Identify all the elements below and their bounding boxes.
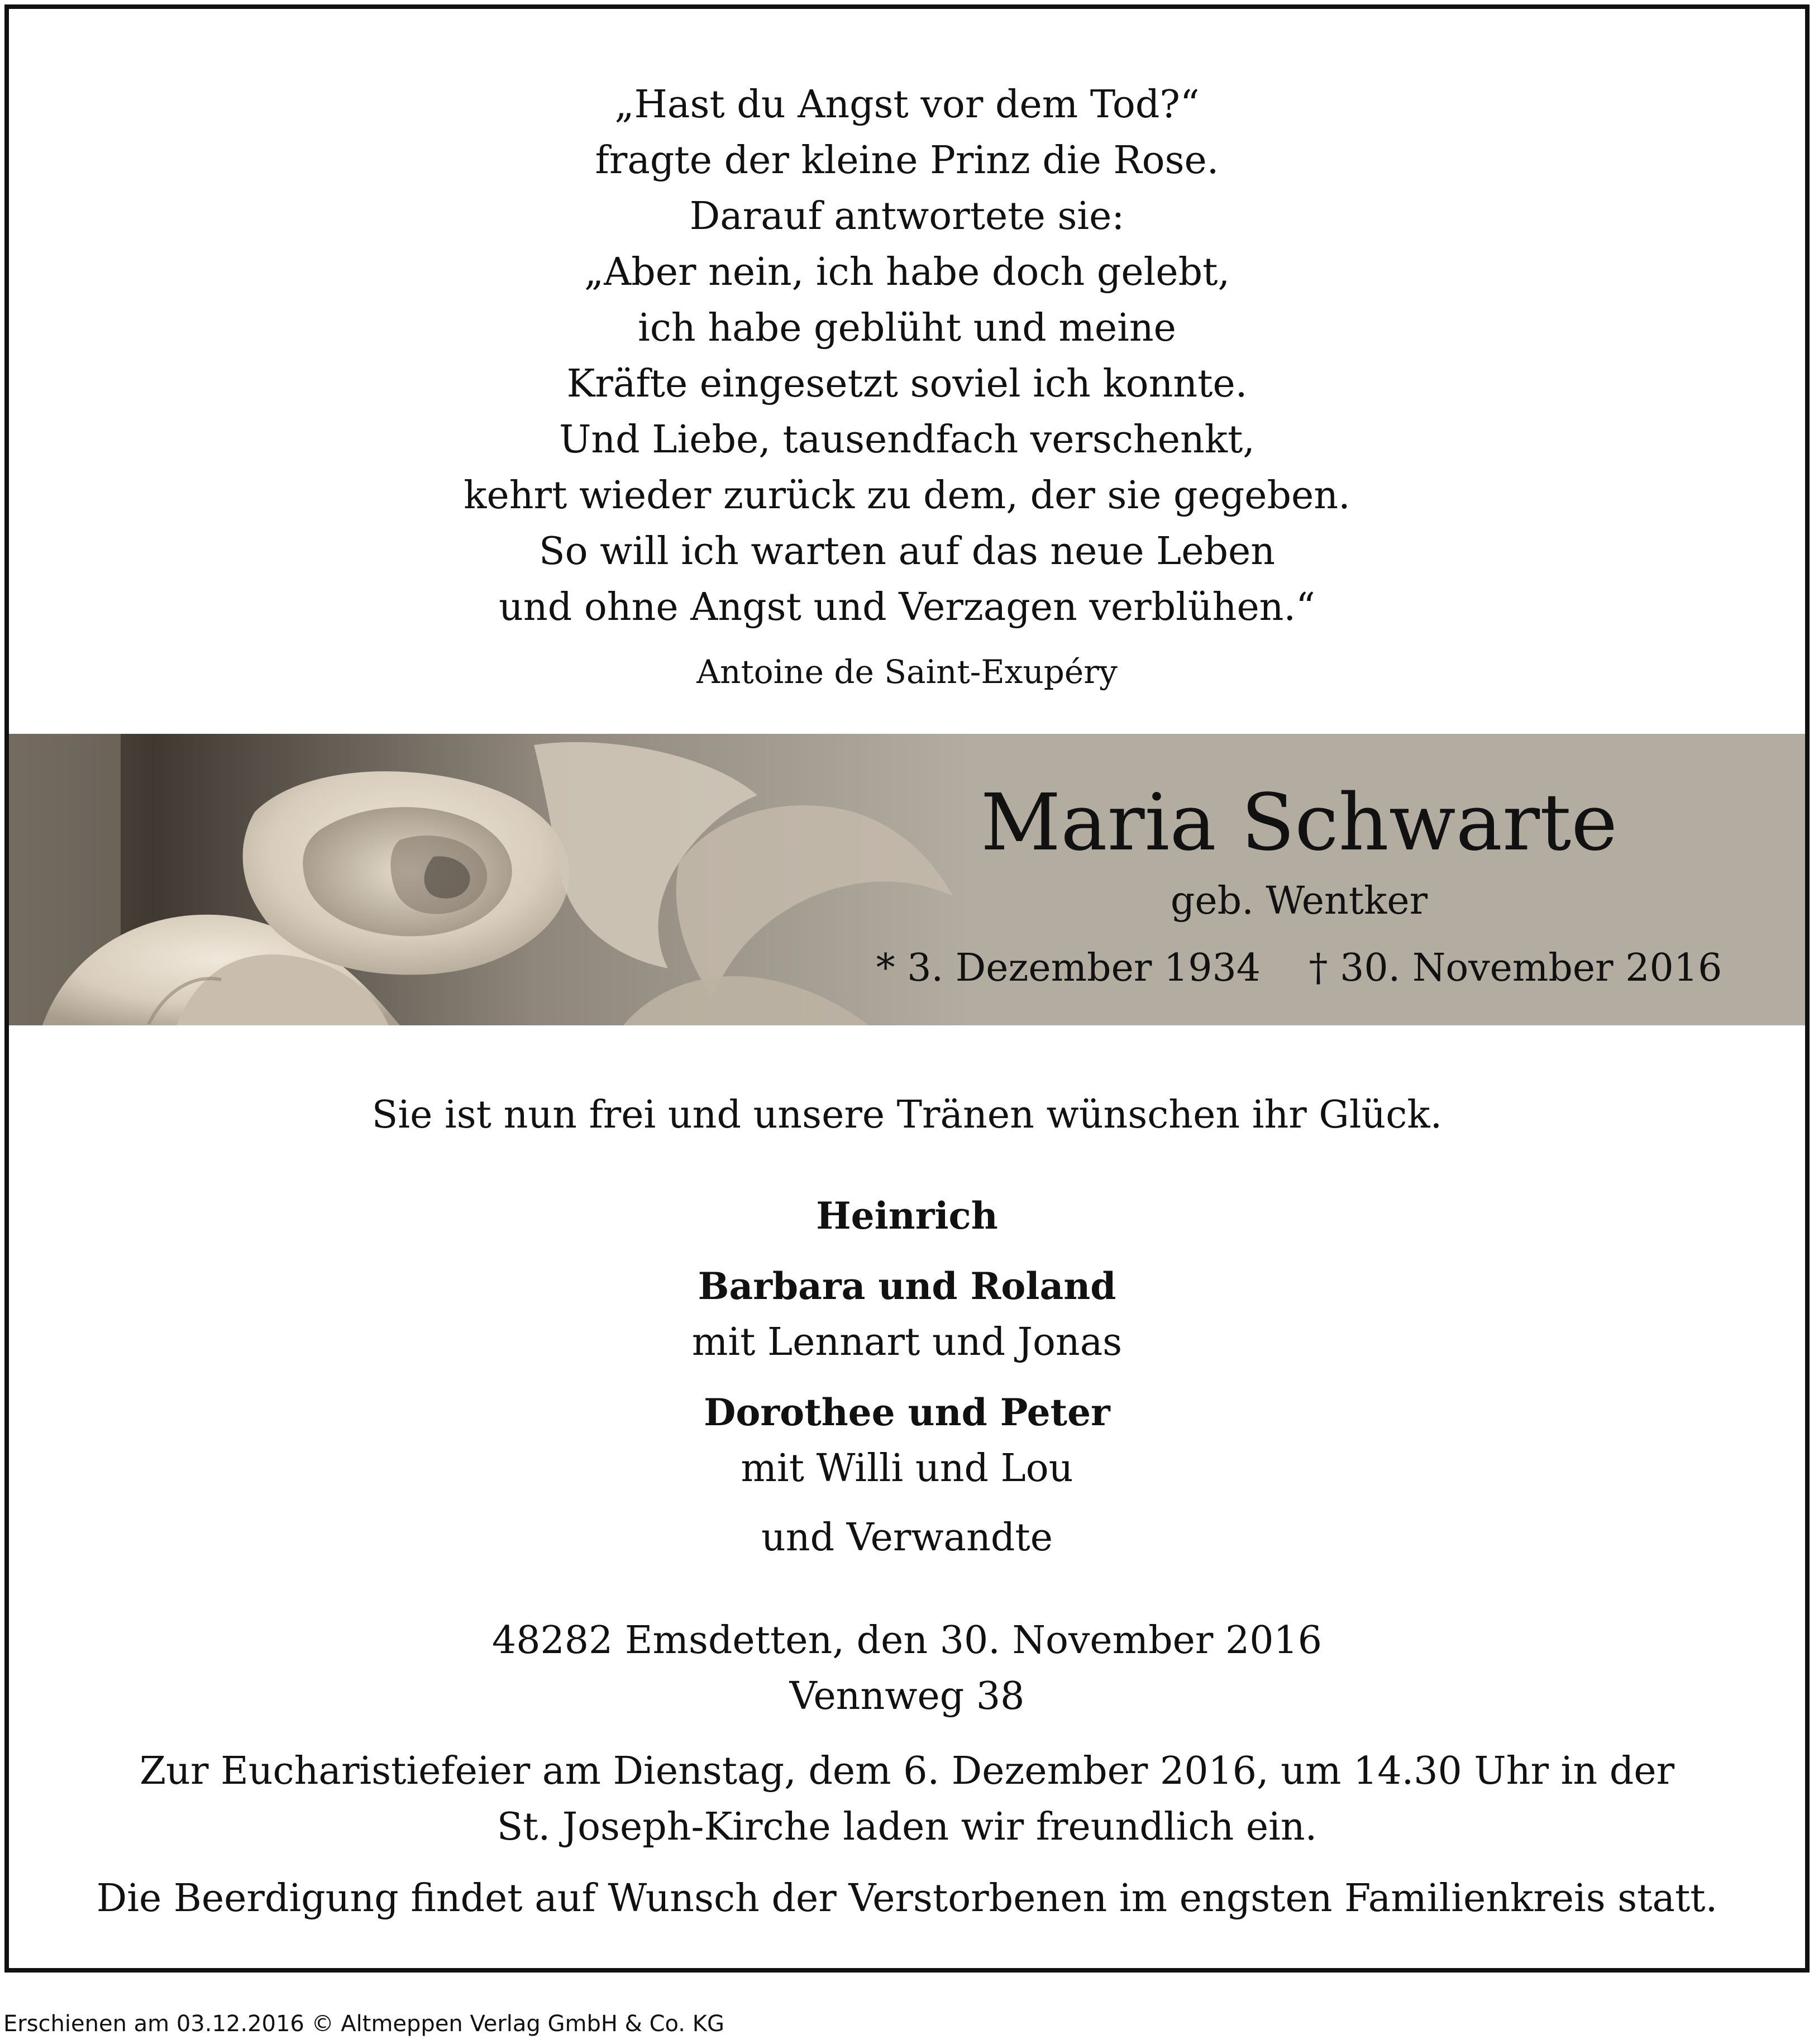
name-banner xyxy=(9,734,1805,1025)
service-line-1: Zur Eucharistiefeier am Dienstag, dem 6. Dezember 2016, um 14.30 Uhr in der xyxy=(139,1749,1675,1793)
quote-line: ich habe geblüht und meine xyxy=(638,306,1176,350)
mourner-dorothee-peter: Dorothee und Peter xyxy=(704,1391,1110,1434)
mourner-heinrich: Heinrich xyxy=(816,1194,998,1238)
maiden-name: geb. Wentker xyxy=(1170,879,1428,923)
publication-footer: Erschienen am 03.12.2016 © Altmeppen Verlag GmbH & Co. KG xyxy=(3,2011,724,2037)
quote-line: und ohne Angst und Verzagen verblühen.“ xyxy=(499,585,1315,629)
quote-line: fragte der kleine Prinz die Rose. xyxy=(595,139,1219,183)
message-line: Sie ist nun frei und unsere Tränen wünschen ihr Glück. xyxy=(371,1093,1443,1137)
quote-line: So will ich warten auf das neue Leben xyxy=(538,529,1276,574)
quote-line: Und Liebe, tausendfach verschenkt, xyxy=(559,418,1255,462)
deceased-name: Maria Schwarte xyxy=(980,777,1618,868)
service-line-2: St. Joseph-Kirche laden wir freundlich ein. xyxy=(497,1805,1317,1849)
address: Vennweg 38 xyxy=(789,1674,1025,1718)
mourner-relatives: und Verwandte xyxy=(761,1516,1053,1560)
obituary-notice xyxy=(4,4,1810,1973)
mourner-dorothee-children: mit Willi und Lou xyxy=(741,1446,1073,1491)
place-date: 48282 Emsdetten, den 30. November 2016 xyxy=(491,1618,1323,1663)
mourner-barbara-roland: Barbara und Roland xyxy=(698,1264,1116,1308)
burial-note: Die Beerdigung findet auf Wunsch der Verstorbenen im engsten Familienkreis statt. xyxy=(96,1876,1718,1921)
life-dates: * 3. Dezember 1934 † 30. November 2016 xyxy=(876,946,1722,990)
quote-line: „Aber nein, ich habe doch gelebt, xyxy=(584,250,1230,294)
quote-line: Kräfte eingesetzt soviel ich konnte. xyxy=(566,362,1248,406)
rose-photo xyxy=(9,734,970,1025)
mourner-barbara-children: mit Lennart und Jonas xyxy=(691,1320,1123,1364)
quote-line: Darauf antwortete sie: xyxy=(689,194,1125,238)
quote-line: „Hast du Angst vor dem Tod?“ xyxy=(614,83,1200,127)
quote-author: Antoine de Saint-Exupéry xyxy=(696,653,1118,691)
quote-line: kehrt wieder zurück zu dem, der sie gegeben. xyxy=(464,474,1350,518)
